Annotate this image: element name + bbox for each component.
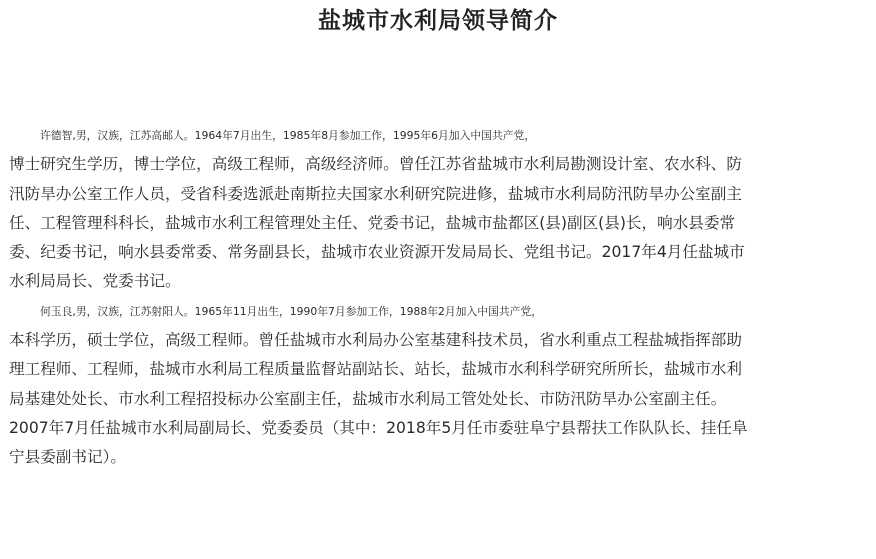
text-line: 委、纪委书记，响水县委常委、常务副县长，盐城市农业资源开发局局长、党组书记。2017年4月任盐城市 <box>9 243 745 262</box>
text-line: 本科学历，硕士学位，高级工程师。曾任盐城市水利局办公室基建科技术员，省水利重点工程盐城指挥部助 <box>9 331 742 350</box>
text-line: 任、工程管理科科长，盐城市水利工程管理处主任、党委书记，盐城市盐都区(县)副区(县)长，响水县委常 <box>9 213 736 232</box>
document-title: 盐城市水利局领导简介 <box>318 7 558 34</box>
text-line: 理工程师、工程师，盐城市水利局工程质量监督站副站长、站长，盐城市水利科学研究所所长，盐城市水利 <box>9 360 742 379</box>
text-line: 2007年7月任盐城市水利局副局长、党委委员（其中：2018年5月任市委驻阜宁县帮扶工作队队长、挂任阜 <box>9 418 748 437</box>
text-line: 何玉良,男，汉族，江苏射阳人。1965年11月出生，1990年7月参加工作，1988年2月加入中国共产党， <box>40 304 543 318</box>
text-line: 许德智,男，汉族，江苏高邮人。1964年7月出生，1985年8月参加工作，1995年6月加入中国共产党， <box>40 129 536 142</box>
bio-paragraph-1 <box>9 121 867 297</box>
text-line: 博士研究生学历，博士学位，高级工程师，高级经济师。曾任江苏省盐城市水利局勘测设计室、农水科、防 <box>9 155 742 174</box>
text-line: 汛防旱办公室工作人员，受省科委选派赴南斯拉夫国家水利研究院进修，盐城市水利局防汛防旱办公室副主 <box>9 184 742 203</box>
bio-paragraph-2 <box>9 297 867 473</box>
text-line: 水利局局长、党委书记。 <box>9 272 181 291</box>
text-line: 宁县委副书记）。 <box>9 448 126 467</box>
text-line: 局基建处处长、市水利工程招投标办公室副主任，盐城市水利局工管处处长、市防汛防旱办公室副主任。 <box>9 389 727 408</box>
document-body <box>9 121 867 473</box>
